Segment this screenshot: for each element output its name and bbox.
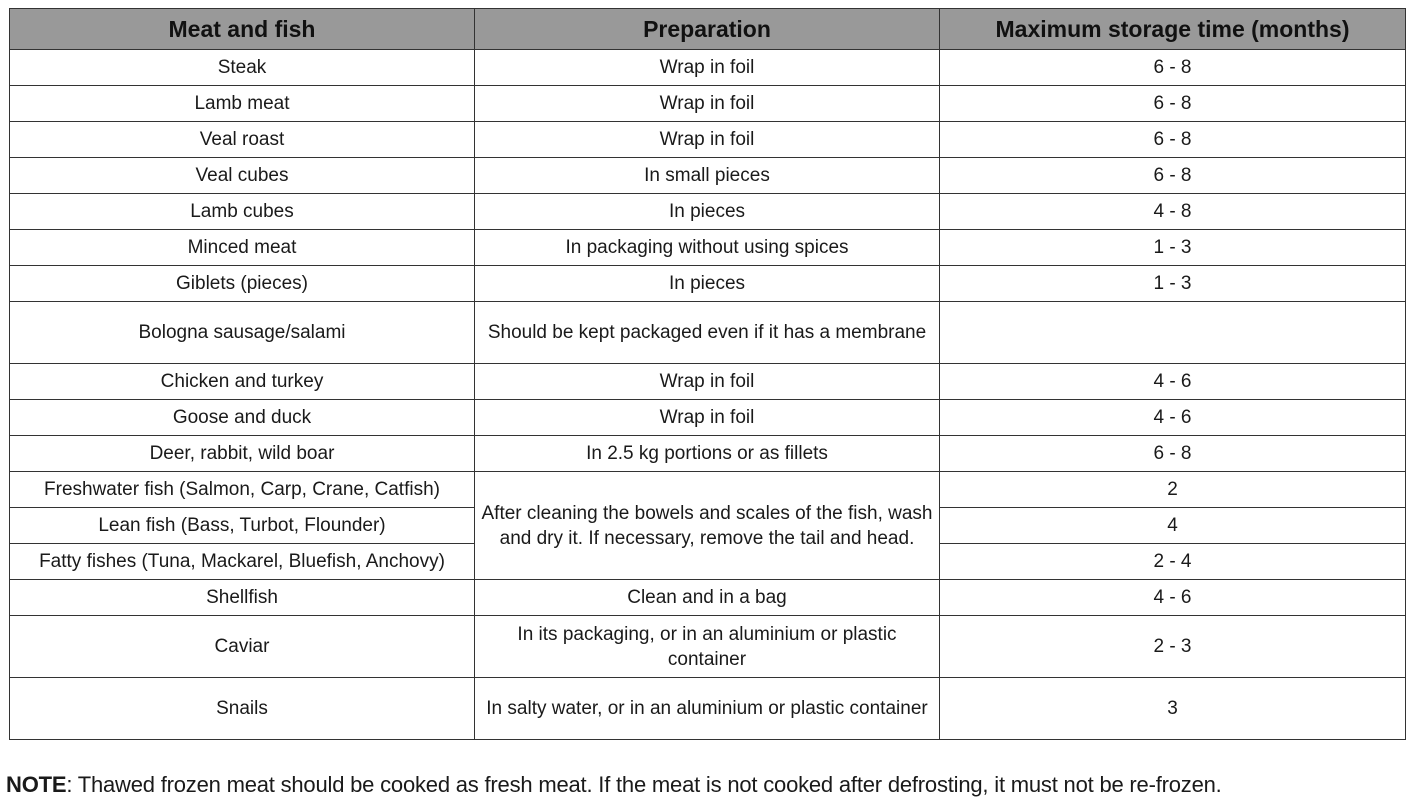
item-cell: Veal roast xyxy=(10,122,475,158)
item-cell: Minced meat xyxy=(10,230,475,266)
prep-cell: In 2.5 kg portions or as fillets xyxy=(475,436,940,472)
table-row xyxy=(10,302,1406,364)
time-cell: 4 - 6 xyxy=(940,400,1406,436)
time-cell: 6 - 8 xyxy=(940,158,1406,194)
table-row xyxy=(10,158,1406,194)
time-cell: 6 - 8 xyxy=(940,436,1406,472)
item-cell: Caviar xyxy=(10,616,475,678)
prep-cell: Wrap in foil xyxy=(475,364,940,400)
time-cell: 4 - 6 xyxy=(940,580,1406,616)
table-row xyxy=(10,436,1406,472)
prep-cell-fish-merged: After cleaning the bowels and scales of the fish, wash and dry it. If necessary, remove the tail and head. xyxy=(475,472,940,580)
time-cell: 2 xyxy=(940,472,1406,508)
prep-cell: In salty water, or in an aluminium or plastic container xyxy=(475,678,940,740)
time-cell: 4 - 6 xyxy=(940,364,1406,400)
prep-cell: Should be kept packaged even if it has a membrane xyxy=(475,302,940,364)
time-cell: 4 xyxy=(940,508,1406,544)
note-label: NOTE xyxy=(6,772,67,797)
time-cell: 3 xyxy=(940,678,1406,740)
item-cell: Steak xyxy=(10,50,475,86)
time-cell: 4 - 8 xyxy=(940,194,1406,230)
item-cell: Lean fish (Bass, Turbot, Flounder) xyxy=(10,508,475,544)
header-row xyxy=(10,9,1406,50)
table-row xyxy=(10,50,1406,86)
table-row xyxy=(10,194,1406,230)
prep-cell: Wrap in foil xyxy=(475,50,940,86)
table-row xyxy=(10,364,1406,400)
item-cell: Shellfish xyxy=(10,580,475,616)
item-cell: Snails xyxy=(10,678,475,740)
item-cell: Deer, rabbit, wild boar xyxy=(10,436,475,472)
prep-cell: In packaging without using spices xyxy=(475,230,940,266)
time-cell: 1 - 3 xyxy=(940,266,1406,302)
item-cell: Fatty fishes (Tuna, Mackarel, Bluefish, Anchovy) xyxy=(10,544,475,580)
header-max-storage-time: Maximum storage time (months) xyxy=(940,9,1406,50)
table-row xyxy=(10,678,1406,740)
prep-cell: Wrap in foil xyxy=(475,400,940,436)
time-cell: 6 - 8 xyxy=(940,122,1406,158)
item-cell: Bologna sausage/salami xyxy=(10,302,475,364)
table-row xyxy=(10,616,1406,678)
time-cell: 6 - 8 xyxy=(940,86,1406,122)
table-row xyxy=(10,400,1406,436)
prep-cell: Clean and in a bag xyxy=(475,580,940,616)
item-cell: Lamb meat xyxy=(10,86,475,122)
item-cell: Lamb cubes xyxy=(10,194,475,230)
item-cell: Goose and duck xyxy=(10,400,475,436)
storage-table xyxy=(9,8,1406,740)
item-cell: Freshwater fish (Salmon, Carp, Crane, Catfish) xyxy=(10,472,475,508)
item-cell: Veal cubes xyxy=(10,158,475,194)
time-cell: 1 - 3 xyxy=(940,230,1406,266)
table-row xyxy=(10,266,1406,302)
table-row xyxy=(10,580,1406,616)
time-cell: 2 - 3 xyxy=(940,616,1406,678)
item-cell: Giblets (pieces) xyxy=(10,266,475,302)
header-meat-and-fish: Meat and fish xyxy=(10,9,475,50)
note-text: : Thawed frozen meat should be cooked as fresh meat. If the meat is not cooked after defrosting, it must not be re-frozen. xyxy=(66,772,1222,797)
table-row xyxy=(10,230,1406,266)
time-cell: 2 - 4 xyxy=(940,544,1406,580)
table-row xyxy=(10,472,1406,508)
header-preparation: Preparation xyxy=(475,9,940,50)
prep-cell: In pieces xyxy=(475,194,940,230)
item-cell: Chicken and turkey xyxy=(10,364,475,400)
prep-cell: Wrap in foil xyxy=(475,122,940,158)
table-row xyxy=(10,122,1406,158)
prep-cell: In its packaging, or in an aluminium or plastic container xyxy=(475,616,940,678)
prep-cell: Wrap in foil xyxy=(475,86,940,122)
time-cell xyxy=(940,302,1406,364)
footnote xyxy=(6,772,1222,798)
table-row xyxy=(10,86,1406,122)
prep-cell: In small pieces xyxy=(475,158,940,194)
prep-cell: In pieces xyxy=(475,266,940,302)
time-cell: 6 - 8 xyxy=(940,50,1406,86)
